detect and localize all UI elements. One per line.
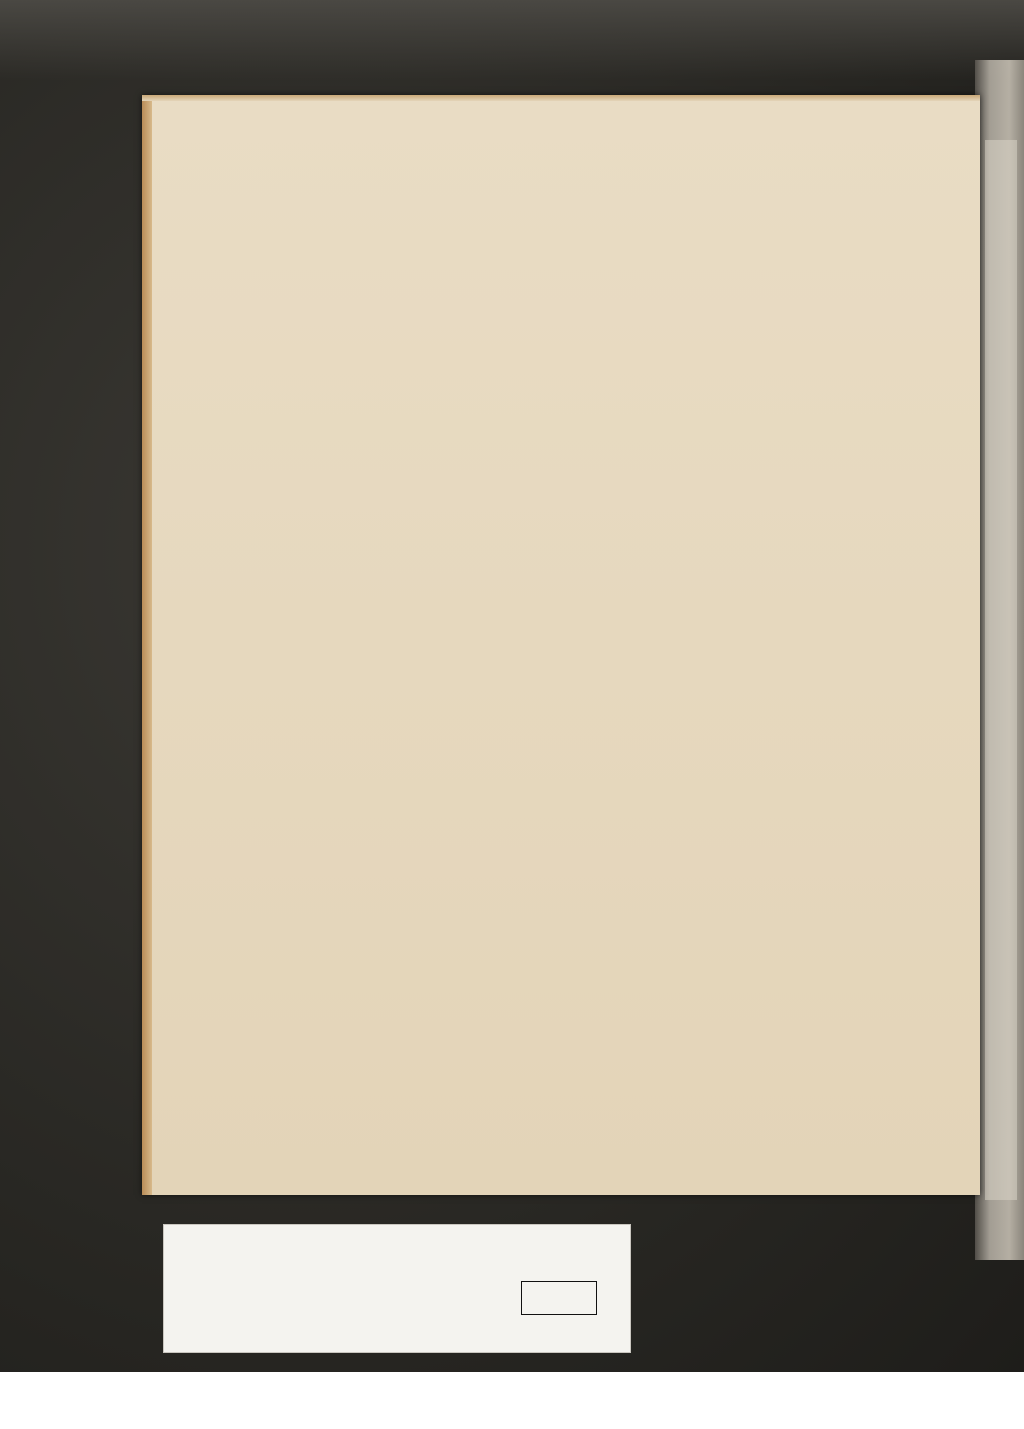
adjacent-page-strip-inner	[985, 140, 1017, 1200]
footer-bar	[0, 1372, 1024, 1429]
scale-ruler	[183, 1288, 415, 1318]
hab-logo-icon	[8, 1386, 44, 1420]
scan-top-shadow	[0, 0, 1024, 80]
page-left-edge	[142, 95, 152, 1195]
book-page	[142, 95, 980, 1195]
grayscale-swatch	[521, 1281, 597, 1315]
page-top-edge	[142, 95, 980, 101]
